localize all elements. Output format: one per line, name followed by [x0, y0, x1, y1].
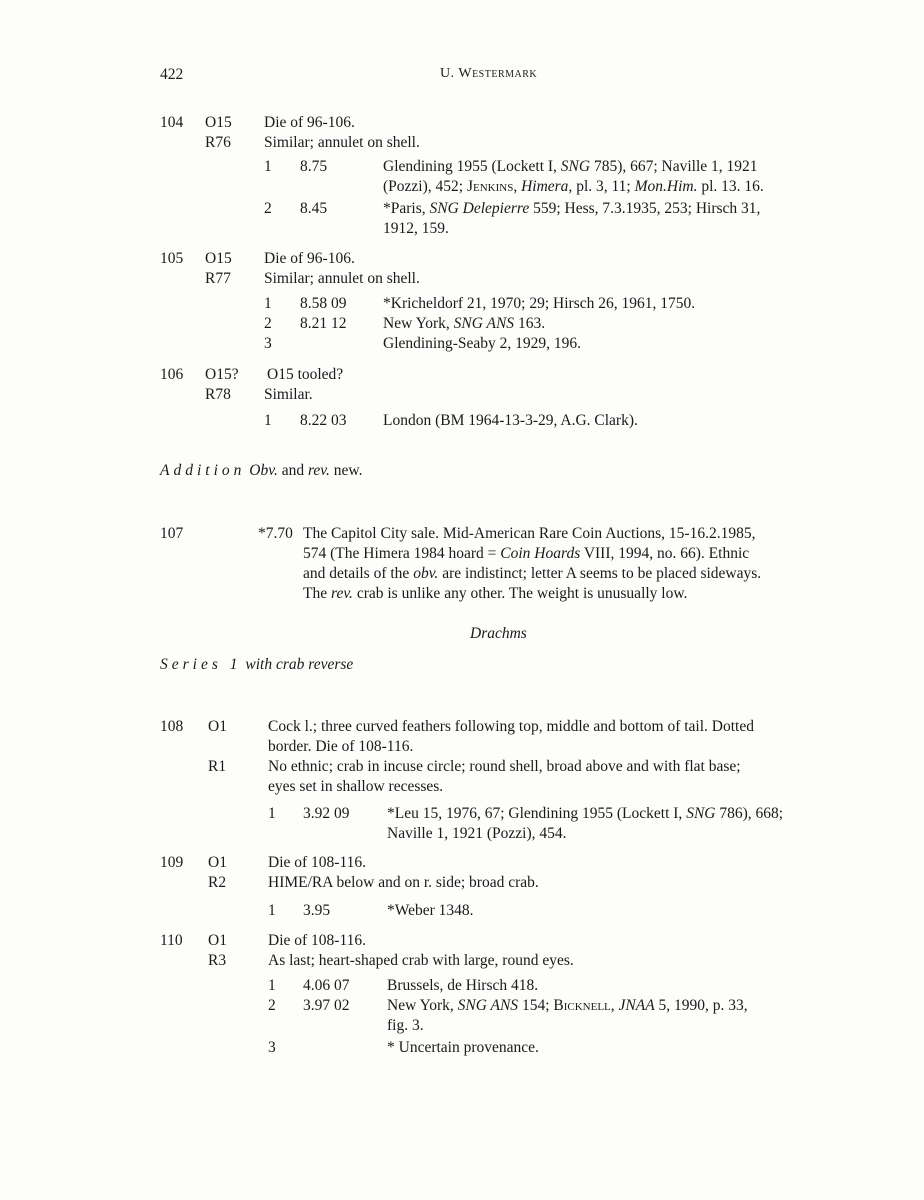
entry-number: 108 — [160, 718, 184, 735]
obverse-description-cont: border. Die of 108-116. — [268, 738, 414, 755]
entry-description-line: and details of the obv. are indistinct; letter A seems to be placed sideways. — [303, 565, 762, 582]
specimen-reference: * Uncertain provenance. — [387, 1039, 539, 1056]
entry-number: 109 — [160, 854, 184, 871]
reverse-die: R3 — [208, 952, 227, 969]
specimen-weight: *7.70 — [258, 525, 293, 542]
specimen-number: 1 — [268, 902, 276, 919]
obverse-description: Die of 108-116. — [268, 932, 367, 949]
specimen-number: 3 — [264, 335, 272, 352]
specimen-weight: 8.21 12 — [300, 315, 347, 332]
specimen-reference-cont: 1912, 159. — [383, 220, 449, 237]
specimen-reference: London (BM 1964-13-3-29, A.G. Clark). — [383, 412, 638, 429]
specimen-reference: *Leu 15, 1976, 67; Glendining 1955 (Lockett I, SNG 786), 668; — [387, 805, 784, 822]
addition-note: Addition Obv. and rev. new. — [160, 462, 363, 479]
entry-description-line: The rev. crab is unlike any other. The weight is unusually low. — [303, 585, 688, 602]
entry-number: 107 — [160, 525, 184, 542]
reverse-description: Similar. — [264, 386, 313, 403]
specimen-reference-cont: fig. 3. — [387, 1017, 424, 1034]
reverse-die: R1 — [208, 758, 227, 775]
entry-number: 104 — [160, 114, 184, 131]
reverse-die: R76 — [205, 134, 231, 151]
reverse-die: R78 — [205, 386, 231, 403]
entry-description-line: 574 (The Himera 1984 hoard = Coin Hoards VIII, 1994, no. 66). Ethnic — [303, 545, 750, 562]
specimen-weight: 3.92 09 — [303, 805, 350, 822]
reverse-description: As last; heart-shaped crab with large, round eyes. — [268, 952, 574, 969]
obverse-die: O1 — [208, 854, 227, 871]
specimen-weight: 4.06 07 — [303, 977, 350, 994]
entry-number: 106 — [160, 366, 184, 383]
reverse-description: HIME/RA below and on r. side; broad crab. — [268, 874, 539, 891]
specimen-reference-cont: Naville 1, 1921 (Pozzi), 454. — [387, 825, 567, 842]
reverse-description: Similar; annulet on shell. — [264, 134, 420, 151]
obverse-die: O1 — [208, 932, 227, 949]
obverse-description: Die of 96-106. — [264, 250, 355, 267]
specimen-number: 3 — [268, 1039, 276, 1056]
specimen-weight: 8.58 09 — [300, 295, 347, 312]
obverse-die: O15? — [205, 366, 239, 383]
obverse-die: O15 — [205, 250, 232, 267]
specimen-number: 1 — [264, 295, 272, 312]
reverse-description-cont: eyes set in shallow recesses. — [268, 778, 444, 795]
series-heading: Series 1 with crab reverse — [160, 656, 354, 673]
specimen-reference-cont: (Pozzi), 452; Jenkins, Himera, pl. 3, 11; Mon.Him. pl. 13. 16. — [383, 178, 764, 195]
specimen-reference: *Paris, SNG Delepierre 559; Hess, 7.3.1935, 253; Hirsch 31, — [383, 200, 761, 217]
specimen-number: 2 — [264, 315, 272, 332]
entry-number: 110 — [160, 932, 183, 949]
specimen-reference: New York, SNG ANS 154; Bicknell, JNAA 5, 1990, p. 33, — [387, 997, 748, 1014]
specimen-reference: Glendining-Seaby 2, 1929, 196. — [383, 335, 582, 352]
specimen-weight: 3.97 02 — [303, 997, 350, 1014]
specimen-reference: *Kricheldorf 21, 1970; 29; Hirsch 26, 1961, 1750. — [383, 295, 696, 312]
specimen-number: 2 — [268, 997, 276, 1014]
specimen-number: 1 — [264, 158, 272, 175]
specimen-weight: 8.22 03 — [300, 412, 347, 429]
obverse-description: Die of 96-106. — [264, 114, 355, 131]
obverse-die: O1 — [208, 718, 227, 735]
reverse-description: Similar; annulet on shell. — [264, 270, 420, 287]
specimen-reference: Glendining 1955 (Lockett I, SNG 785), 667; Naville 1, 1921 — [383, 158, 758, 175]
obverse-description: O15 tooled? — [267, 366, 344, 383]
obverse-die: O15 — [205, 114, 232, 131]
section-heading-drachms: Drachms — [470, 625, 527, 642]
entry-number: 105 — [160, 250, 184, 267]
specimen-number: 1 — [268, 805, 276, 822]
reverse-description: No ethnic; crab in incuse circle; round shell, broad above and with flat base; — [268, 758, 741, 775]
specimen-weight: 8.45 — [300, 200, 328, 217]
running-title: U. Westermark — [440, 66, 538, 81]
specimen-weight: 8.75 — [300, 158, 328, 175]
obverse-description: Cock l.; three curved feathers following top, middle and bottom of tail. Dotted — [268, 718, 754, 735]
obverse-description: Die of 108-116. — [268, 854, 367, 871]
entry-description-line: The Capitol City sale. Mid-American Rare Coin Auctions, 15-16.2.1985, — [303, 525, 756, 542]
specimen-reference: *Weber 1348. — [387, 902, 474, 919]
reverse-die: R2 — [208, 874, 227, 891]
page-number: 422 — [160, 66, 184, 83]
specimen-number: 2 — [264, 200, 272, 217]
reverse-die: R77 — [205, 270, 231, 287]
specimen-weight: 3.95 — [303, 902, 331, 919]
specimen-reference: New York, SNG ANS 163. — [383, 315, 546, 332]
specimen-reference: Brussels, de Hirsch 418. — [387, 977, 539, 994]
specimen-number: 1 — [268, 977, 276, 994]
specimen-number: 1 — [264, 412, 272, 429]
